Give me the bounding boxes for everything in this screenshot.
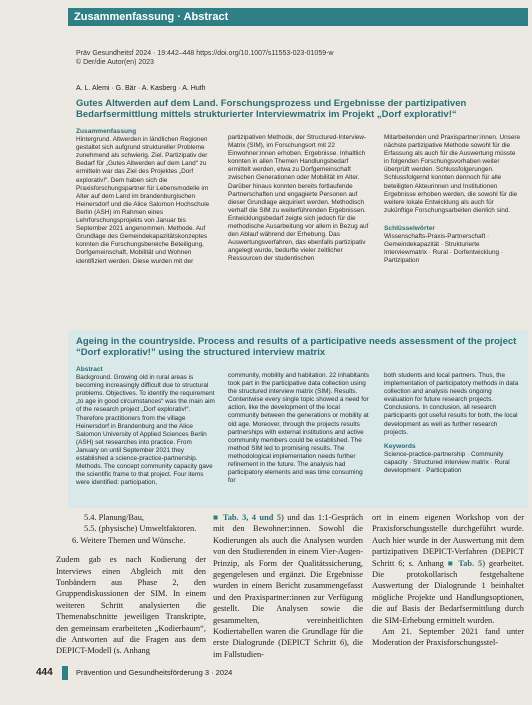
body-column-1 — [56, 512, 206, 657]
authors: A. L. Alemi · G. Bär · A. Kasberg · A. Huth — [76, 85, 206, 92]
list-item: 5.4. Planung/Bau, — [84, 513, 145, 522]
body-column-3 — [372, 512, 524, 649]
list-item: 6. Weitere Themen und Wünsche. — [72, 535, 186, 545]
german-title: Gutes Altwerden auf dem Land. Forschungsprozess und Ergebnisse der partizipativen Bedarfsermittlung mittels strukturierter Interviewmatrix im Projekt „Dorf explorativ!“ — [76, 98, 467, 120]
english-abstract-col-3 — [384, 372, 520, 475]
german-keywords: Wissenschafts-Praxis-Partnerschaft · Gemeindekapazität · Strukturierte Interviewmatrix · Rural · Dorfentwicklung · Partizipation — [384, 233, 503, 265]
german-abstract-text-2: partizipativen Methode, der Structured-Interview-Matrix (SIM), im Forschungsort mit 22 Einwohner:innen erhoben. Ergebnisse. Inhaltlich konnten in allen Themen Handlungsbedarf ermittelt werden, etwa zu Dorfgemeinschaft zwischen Generationen oder Mobilität im Alter. Darüber hinaus konnten bereits fortlaufende Partnerschaften und engagierte Personen auf dieser Grundlage akquiriert werden. Methodisch verhalf die SIM zu weiterführenden Ergebnissen. Entwicklungsbedarf zeigte sich jedoch für die methodische Ausarbeitung vor allem in Bezug auf den Ablauf während der Erhebung. Das Auswertungsverfahren, das ebenfalls partizipativ angelegt wurde, bedurfte vieler zeitlicher Ressourcen der studentischen — [228, 134, 369, 263]
section-header-bar — [68, 8, 528, 26]
table-ref-icon: ■ — [447, 558, 455, 568]
body-paragraph-3 — [372, 512, 524, 626]
citation-line: Präv Gesundheitsf 2024 · 19:442–448 https://doi.org/10.1007/s11553-023-01059-w — [76, 50, 334, 57]
english-abstract-col-2 — [228, 372, 370, 485]
table-reference-link[interactable]: Tab. 5 — [458, 558, 483, 568]
footer-accent-bar — [62, 666, 68, 680]
english-abstract-text-3: both students and local partners. Thus, the implementation of participatory methods in data collection and analysis needs ongoing evaluation for future research projects. Conclusions. In conclusion, all research participants got useful results for both, the local development as well as further research projects. — [384, 372, 519, 436]
english-abstract-heading: Abstract — [76, 366, 103, 373]
body-paragraph-1: Zudem gab es nach Kodierung der Interviews einen Abgleich mit den Tonbändern aus Phase 2, den Gruppendiskussionen der SIM. In einem weiteren Schritt analysierten die Themenabschnitte jeweiligen Transkripte, den gemeinsam erarbeiteten „Kodierbaum“, die Antworten auf die Fragen aus dem DEPICT-Modell (s. Anhang — [56, 555, 206, 656]
german-abstract-col-1 — [76, 128, 214, 266]
german-keywords-heading: Schlüsselwörter — [384, 224, 435, 232]
article-meta — [76, 49, 526, 67]
copyright-line: © Der/die Autor(en) 2023 — [76, 59, 154, 66]
body-column-2 — [213, 512, 363, 660]
page-number: 444 — [36, 667, 53, 678]
english-abstract-text-1: Background. Growing old in rural areas is becoming increasingly difficult due to structural problems. Objectives. To identify the requirement „to age in good circumstances“ was the main aim of the research project „Dorf explorativ!“. Therefore practitioners from the village Heinersdorf in Brandenburg and the Alice Salomon University of Applied Sciences Berlin (ASH) set researches into practice. From January on until September 2021 they established a science-practice-partnership. Methods. The concept community capacity gave the scientific frame to that project. Four items were identified: participation, — [76, 374, 215, 487]
body-paragraph-3-text-a: ort in einem eigenen Workshop von der Praxisforschungsstelle durchgeführt wurde. Auch hier wurde in der Auswertung mit dem partizipativen DEPICT-Verfahren (DEPICT Schritt 6; s. Anhang — [372, 513, 524, 568]
list-item: 5.5. (physische) Umweltfaktoren. — [84, 524, 197, 534]
german-abstract-col-3 — [384, 134, 522, 265]
page-footer — [36, 664, 528, 684]
german-abstract-text-3: Mitarbeitenden und Praxispartner:innen. Unsere nächste partizipative Methode sowohl für die Erfassung als auch für die Auswertung müsste in folgenden Forschungsvorhaben weiter überprüft werden. Schlussfolgerungen. Schlussfolgernd konnten dennoch für alle beteiligten Akteurinnen und Institutionen Ergebnisse erhoben werden, die sowohl für die weitere lokale Entwicklung als auch für zukünftige Forschungsarbeiten dienlich sind. — [384, 134, 521, 214]
english-abstract-col-1 — [76, 366, 216, 487]
german-abstract-text-1: Hintergrund. Altwerden in ländlichen Regionen gestaltet sich aufgrund struktureller Probleme zunehmend als schwierig. Ziel. Partizipativ der Bedarf für „Gutes Altwerden auf dem Land“ zu ermitteln war das Ziel des Projektes „Dorf explorativ!“. Dem haben sich die Praxisforschungspartner für Lebensmodelle im Alter auf dem Land im brandenburgischen Heinersdorf und die Alice Salomon Hochschule Berlin (ASH) im Rahmen eines Lehrforschungsprojekts von Januar bis September 2021 angenommen. Methode. Auf Grundlage des Gemeindekapazitätskonzeptes konnten die Forschungsbereiche Beteiligung, Dorfgemeinschaft, Mobilität und Wohnen identifiziert werden. Diese wurden mit der — [76, 136, 210, 265]
table-ref-icon: ■ — [213, 513, 220, 522]
body-paragraph-4: Am 21. September 2021 fand unter Moderation der Praxisforschungsstel- — [372, 627, 524, 648]
body-paragraph-2-text: ) und das 1:1-Gespräch mit den Bewohner:innen. Sowohl die Kodierungen als auch die Analysen wurden von den Studierenden in einem Vier-Augen-Prinzip, als Form der Qualitätssicherung, gegengelesen und ergänzt. Die Ergebnisse wurden in einem Bericht zusammengefasst und den Praxispartner:innen zur Verfügung gestellt. Die Analysen sowie die gesammelten, vereinheitlichten Kodiertabellen waren die Grundlage für die erste Dialogrunde (DEPICT Schritt 6), die im Fallstudien- — [213, 513, 364, 659]
german-abstract-col-2 — [228, 134, 370, 264]
german-abstract-heading: Zusammenfassung — [76, 128, 137, 135]
journal-name: Prävention und Gesundheitsförderung 3 · 2024 — [76, 668, 233, 677]
body-paragraph-2 — [213, 512, 363, 660]
english-title: Ageing in the countryside. Process and results of a participative needs assessment of the project “Dorf explorativ!” using the structured interview matrix — [76, 336, 517, 358]
english-keywords: Science-practice-partnership · Community capacity · Structured interview matrix · Rural development · Participation — [384, 450, 510, 475]
body-paragraph-3-text-b: ) gearbeitet. Die protokollarisch festgehaltene Auswertung der Dialogrunde 1 beinhaltet mögliche Projekte und Handlungsoptionen, die auf Basis der Bedarfsermittlung durch die SIM-Erhebung ermittelt wurden. — [372, 558, 524, 625]
english-abstract-text-2: community, mobility and habitation. 22 inhabitants took part in the participative data collection using the structured interview matrix (SIM). Results. Contentwise every single topic showed a need for action, like the development of the local community between the generations or mobility at old age. Moreover, through the projects results partnerships with external institutions and active community members could be established. The method SIM led to promising results. The methodological implementation needs further refinement in the future. The analysis had participatory elements and was time consuming for — [228, 372, 369, 485]
section-header-label: Zusammenfassung · Abstract — [74, 11, 229, 23]
table-reference-link[interactable]: Tab. 3, 4 und 5 — [222, 513, 282, 522]
english-keywords-heading: Keywords — [384, 442, 416, 450]
